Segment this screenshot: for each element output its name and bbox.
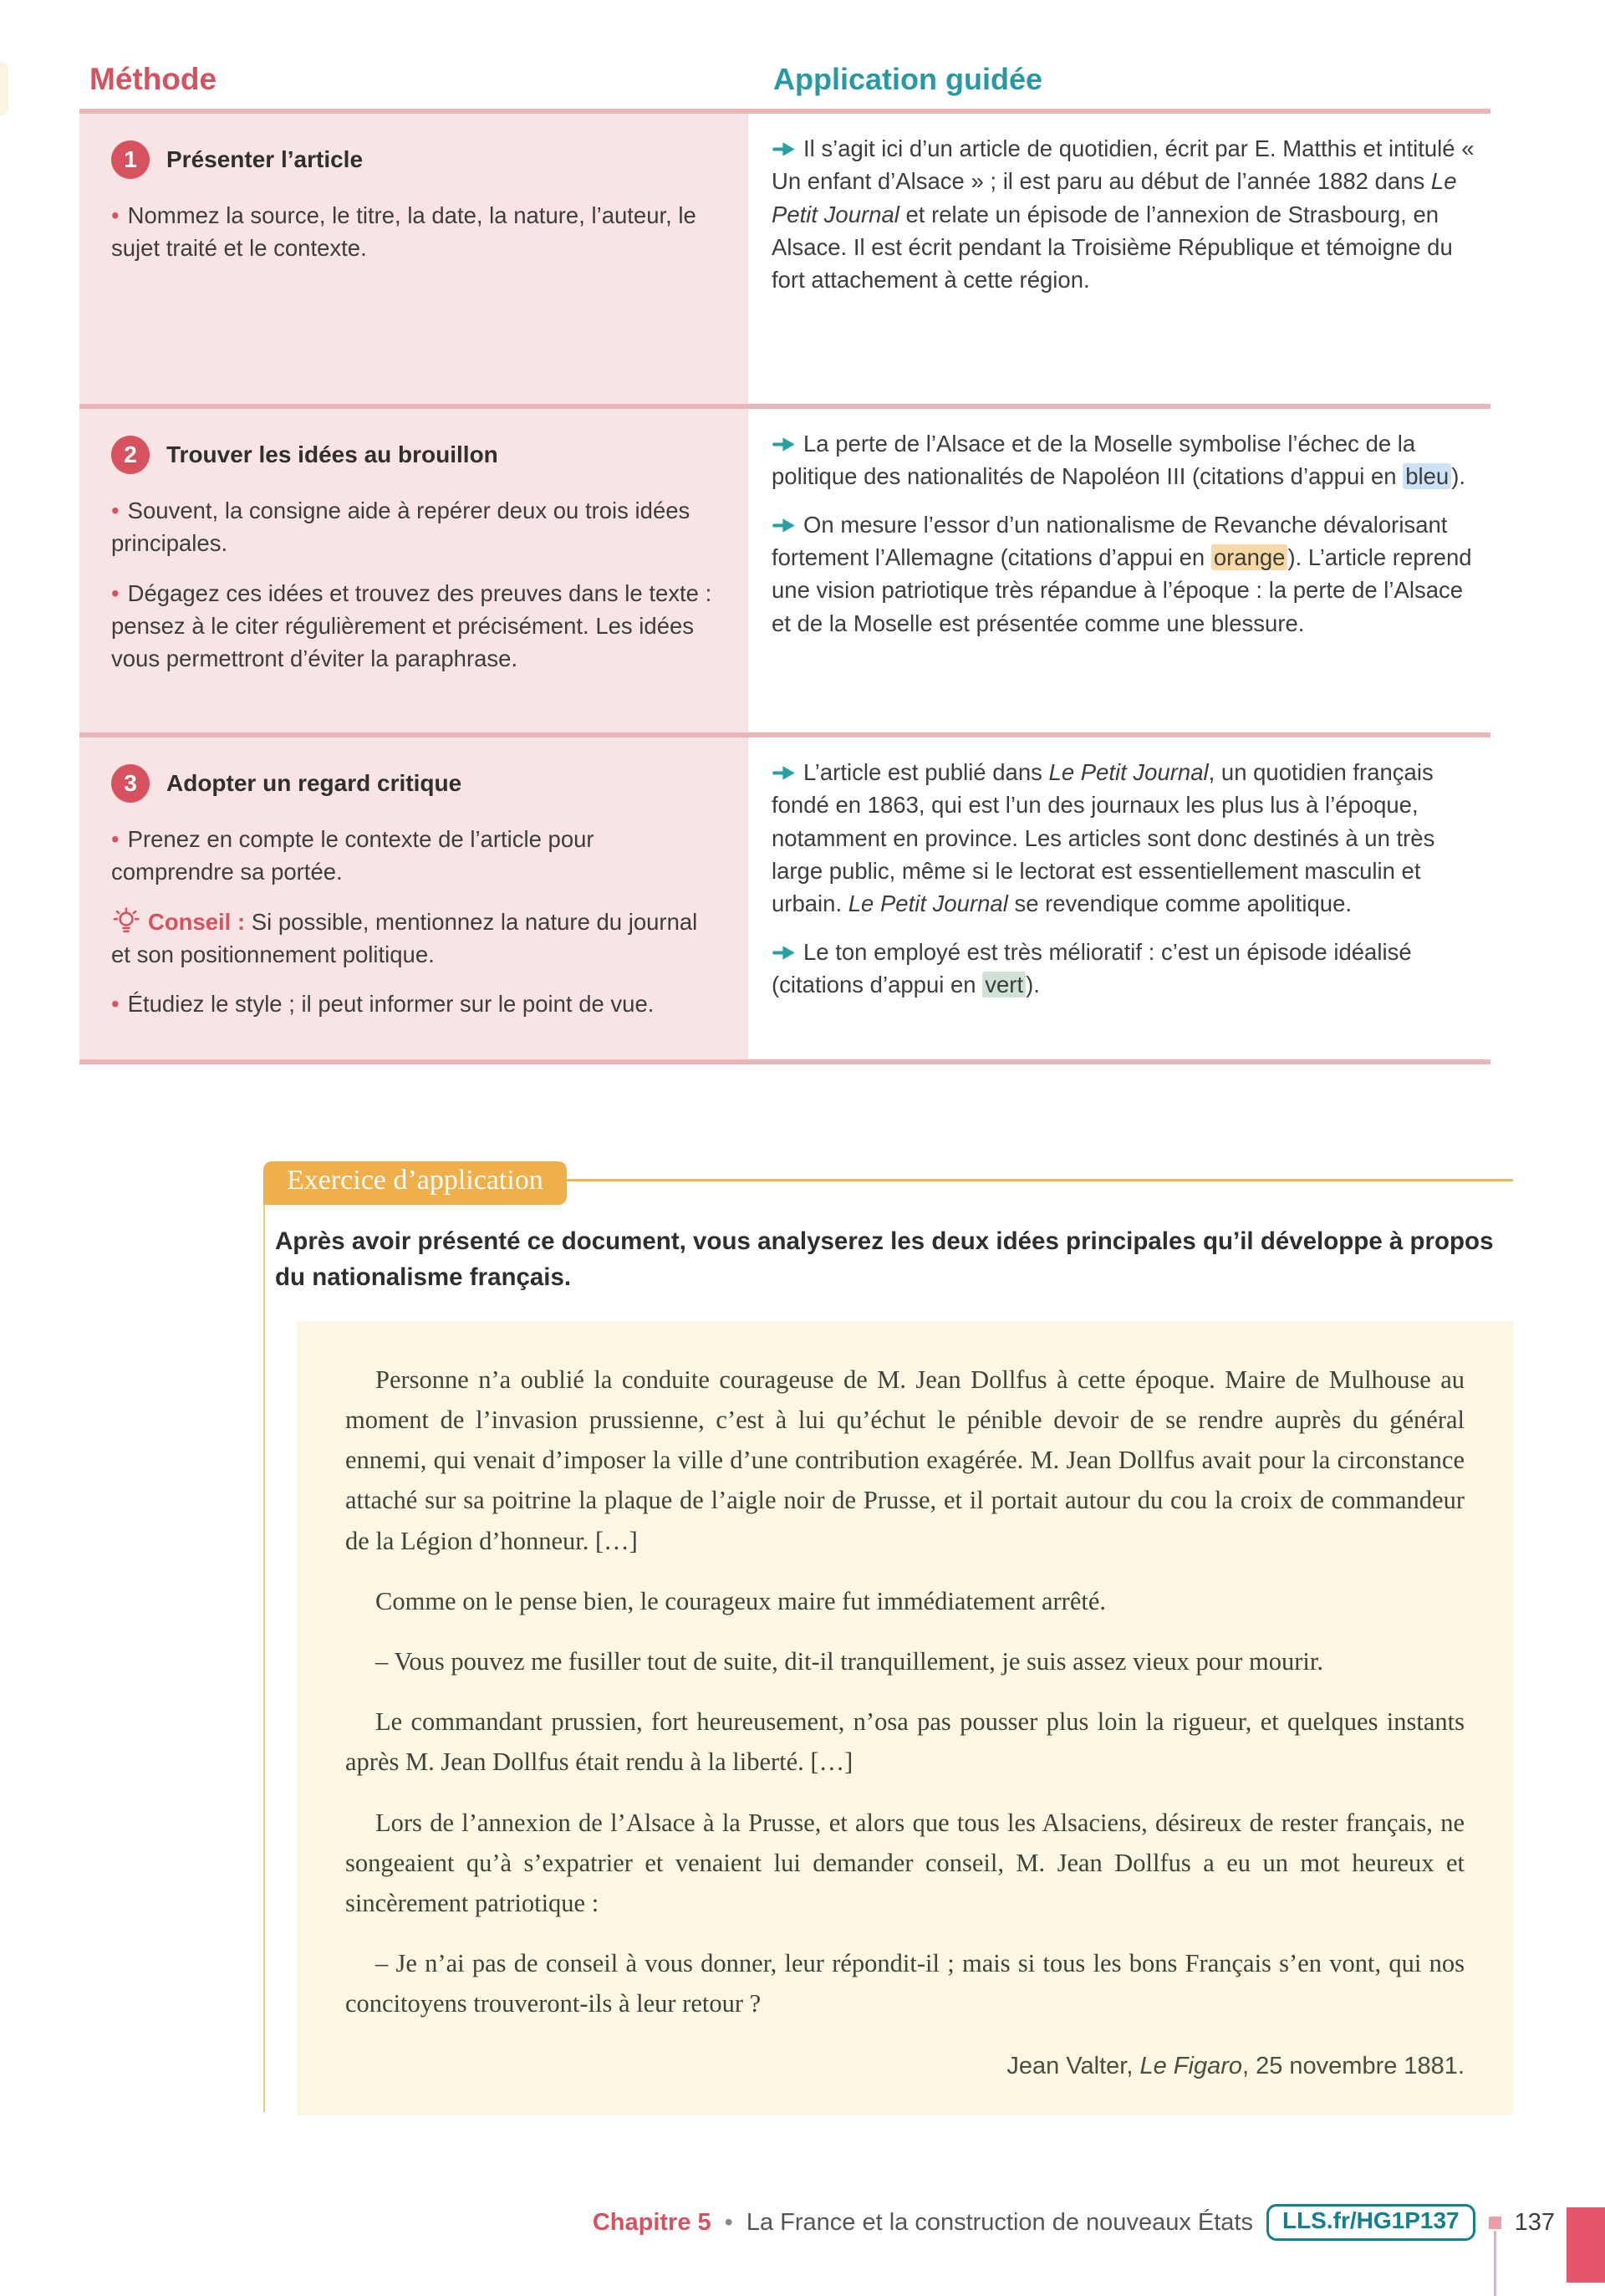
excerpt-paragraph: – Vous pouvez me fusiller tout de suite, dit-il tranquillement, je suis assez vieux pour mourir. xyxy=(375,1647,1323,1676)
text-segment: La perte de l’Alsace et de la Moselle symbolise l’échec de la politique des nationalités de Napoléon III (citations d’appui en xyxy=(772,431,1416,490)
arrow-right-icon xyxy=(772,436,797,452)
step-title: Trouver les idées au brouillon xyxy=(166,441,498,467)
page-footer xyxy=(0,2204,1605,2241)
application-paragraph xyxy=(772,427,1482,493)
exercise-badge-row xyxy=(263,1161,1513,1205)
text-segment: ). xyxy=(1026,971,1040,997)
excerpt-paragraph: Le commandant prussien, fort heureusement, n’osa pas pousser plus loin la rigueur, et quelques instants après M. Jean Dollfus était rendu à la liberté. […] xyxy=(345,1707,1465,1777)
bullet-text: Dégagez ces idées et trouvez des preuves dans le texte : pensez à le citer régulièrement et précisément. Les idées vous permettront d’éviter la paraphrase. xyxy=(111,579,712,672)
excerpt-paragraph: Personne n’a oublié la conduite courageuse de M. Jean Dollfus à cette époque. Maire de Mulhouse au moment de l’invasion prussienne, c’est à lui qu’échut le pénible devoir de se rendre auprès du général ennemi, qui venait d’imposer la ville d’une contribution exagérée. M. Jean Dollfus avait pour la circonstance attaché sur sa poitrine la plaque de l’aigle noir de Prusse, et il portait autour du cou la croix de commandeur de la Légion d’honneur. […] xyxy=(345,1365,1465,1555)
method-bullet xyxy=(111,199,716,265)
conseil-note xyxy=(111,906,716,972)
textbook-page xyxy=(0,62,1605,2283)
method-table xyxy=(79,109,1490,1064)
journal-name: Le Petit Journal xyxy=(772,168,1457,227)
arrow-right-icon xyxy=(772,765,797,781)
text-segment: , un quotidien français fondé en 1863, qui est l’un des journaux les plus lus à l’époque, notamment en province. Les articles sont donc destinés à un très large public, même si le lectorat est essentiellement masculin et urbain. xyxy=(772,759,1435,917)
exercise-instruction: Après avoir présenté ce document, vous analyserez les deux idées principales qu’il développe à propos du nationalisme français. xyxy=(275,1227,1494,1292)
method-bullet xyxy=(111,823,716,889)
bullet-dot-icon: • xyxy=(111,497,120,523)
text-segment: et relate un épisode de l’annexion de Strasbourg, en Alsace. Il est écrit pendant la Troisième République et témoigne du fort attachement à cette région. xyxy=(772,201,1453,293)
column-headers xyxy=(79,62,1490,97)
excerpt-attribution xyxy=(345,2053,1465,2080)
method-cell-3 xyxy=(79,737,748,1059)
method-cell-1 xyxy=(79,114,748,404)
step-2-header xyxy=(111,436,716,474)
lightbulb-icon xyxy=(111,907,141,936)
application-cell-1 xyxy=(755,114,1490,404)
step-title: Présenter l’article xyxy=(166,146,364,172)
step-number-badge: 1 xyxy=(111,140,150,179)
method-cell-2 xyxy=(79,409,748,732)
bullet-dot-icon: • xyxy=(111,991,120,1018)
highlight-bleu: bleu xyxy=(1403,463,1451,489)
page-number: 137 xyxy=(1514,2208,1555,2236)
footer-separator: • xyxy=(724,2208,733,2236)
attribution-date: , 25 novembre 1881. xyxy=(1241,2052,1465,2079)
conseil-label: Conseil : xyxy=(148,908,246,935)
application-cell-2 xyxy=(755,409,1490,732)
lls-link-badge[interactable]: LLS.fr/HG1P137 xyxy=(1266,2204,1475,2241)
chapter-label: Chapitre 5 xyxy=(592,2208,711,2236)
bullet-dot-icon: • xyxy=(111,826,120,852)
excerpt-paragraph: Lors de l’annexion de l’Alsace à la Prusse, et alors que tous les Alsaciens, désireux de rester français, ne songeaient qu’à s’expatrier et venaient lui demander conseil, M. Jean Dollfus a eu un mot heureux et sincèrement patriotique : xyxy=(345,1808,1465,1917)
method-row-3 xyxy=(79,737,1490,1064)
highlight-orange: orange xyxy=(1211,544,1288,570)
bullet-text: Prenez en compte le contexte de l’article pour comprendre sa portée. xyxy=(111,826,594,885)
excerpt-paragraph: – Je n’ai pas de conseil à vous donner, leur répondit-il ; mais si tous les bons Français s’en vont, qui nos concitoyens trouveront-ils à leur retour ? xyxy=(345,1949,1465,2018)
corner-band xyxy=(1567,2207,1605,2283)
application-paragraph xyxy=(772,936,1482,1002)
arrow-right-icon xyxy=(772,518,797,533)
exercise-badge: Exercice d’application xyxy=(263,1161,567,1205)
attribution-author: Jean Valter, xyxy=(1006,2052,1140,2079)
method-row-1 xyxy=(79,114,1490,409)
arrow-right-icon xyxy=(772,945,797,961)
exercise-section xyxy=(263,1161,1513,2115)
bullet-text: Étudiez le style ; il peut informer sur le point de vue. xyxy=(127,991,655,1018)
step-3-header xyxy=(111,764,716,803)
document-excerpt xyxy=(297,1321,1513,2115)
method-row-2 xyxy=(79,409,1490,737)
step-number-badge: 3 xyxy=(111,764,150,803)
highlight-vert: vert xyxy=(982,972,1026,997)
application-paragraph xyxy=(772,756,1482,921)
method-bullet xyxy=(111,494,716,560)
application-paragraph xyxy=(772,508,1482,640)
arrow-right-icon xyxy=(772,141,797,157)
text-segment: ). xyxy=(1451,463,1466,490)
text-segment: ). L’article reprend une vision patriotique très répandue à l’époque : la perte de l’Alsace et de la Moselle est présentée comme une blessure. xyxy=(772,543,1472,636)
text-segment: L’article est publié dans xyxy=(803,759,1049,785)
text-segment: Il s’agit ici d’un article de quotidien, écrit par E. Matthis et intitulé « Un enfant d’Alsace » ; il est paru au début de l’année 1882 dans xyxy=(772,135,1475,195)
bullet-text: Souvent, la consigne aide à repérer deux ou trois idées principales. xyxy=(111,497,690,557)
attribution-journal: Le Figaro xyxy=(1139,2052,1242,2079)
bullet-dot-icon: • xyxy=(111,202,120,228)
exercise-rule xyxy=(567,1179,1513,1181)
step-title: Adopter un regard critique xyxy=(166,770,462,796)
step-number-badge: 2 xyxy=(111,436,150,474)
method-title: Méthode xyxy=(89,62,217,96)
step-1-header xyxy=(111,140,716,179)
text-segment: Le ton employé est très mélioratif : c’est un épisode idéalisé (citations d’appui en xyxy=(772,938,1412,997)
text-segment: On mesure l’essor d’un nationalisme de Revanche dévalorisant fortement l’Allemagne (citations d’appui en xyxy=(772,511,1448,570)
application-cell-3 xyxy=(755,737,1490,1059)
method-bullet xyxy=(111,987,716,1020)
application-paragraph xyxy=(772,132,1482,297)
journal-name: Le Petit Journal xyxy=(1048,759,1209,785)
chapter-title: La France et la construction de nouveaux États xyxy=(746,2208,1253,2236)
page-marker-icon xyxy=(1489,2217,1501,2229)
conseil-text: Si possible, mentionnez la nature du journal et son positionnement politique. xyxy=(111,908,698,967)
bullet-dot-icon: • xyxy=(111,579,120,606)
method-bullet xyxy=(111,577,716,676)
page-edge-tab xyxy=(0,62,8,115)
journal-name: Le Petit Journal xyxy=(848,890,1008,917)
application-title: Application guidée xyxy=(773,62,1043,96)
bullet-text: Nommez la source, le titre, la date, la nature, l’auteur, le sujet traité et le contexte. xyxy=(111,202,696,262)
text-segment: se revendique comme apolitique. xyxy=(1007,890,1353,917)
excerpt-paragraph: Comme on le pense bien, le courageux maire fut immédiatement arrêté. xyxy=(375,1586,1107,1615)
page-content xyxy=(79,62,1494,2115)
